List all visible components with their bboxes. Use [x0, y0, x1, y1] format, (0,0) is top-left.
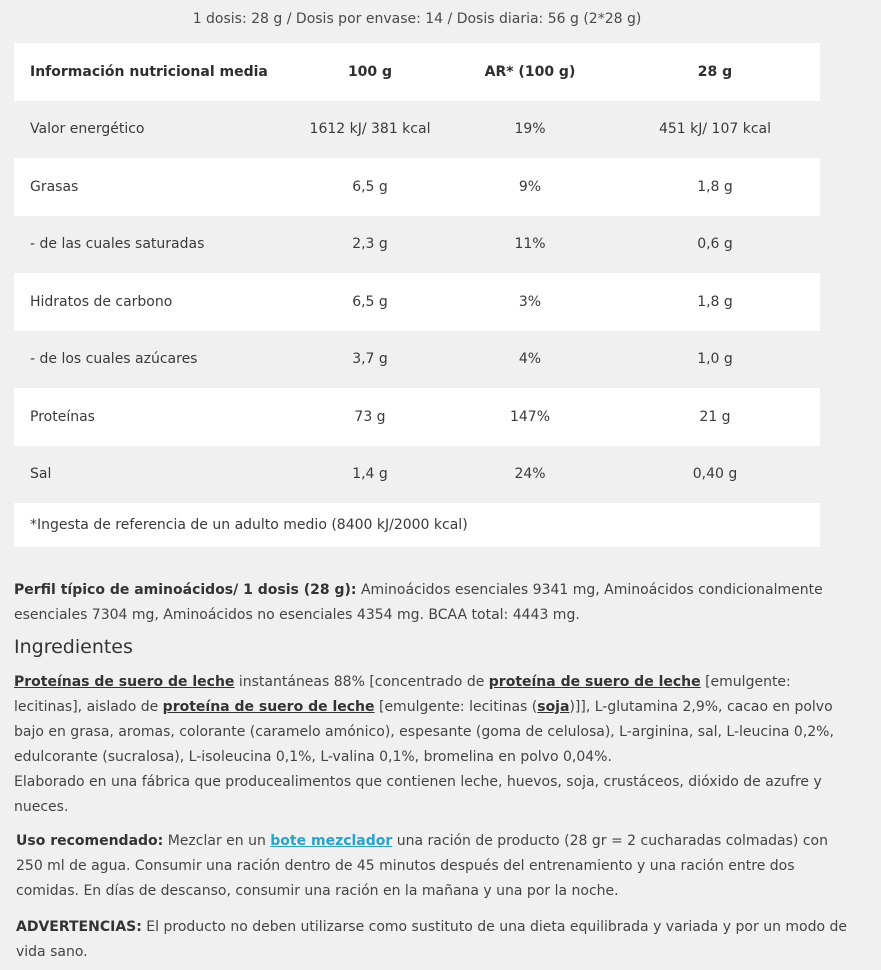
amino-acid-profile [14, 578, 854, 628]
nutrient-name: Grasas [14, 158, 290, 216]
table-row [14, 101, 820, 159]
value-ar: 9% [450, 158, 610, 216]
ingredients-part: )]], L-glutamina 2,9%, cacao en polvo bajo en grasa, aromas, colorante (caramelo amónico), espesante (goma de celulosa), L-arginina, sal, L-leucina 0,2%, edulcorante (sucralosa), L-isoleucina 0,1%, L-valina 0,1%, bromelina en polvo 0,04%. [14, 699, 834, 765]
value-28g: 1,8 g [610, 273, 820, 331]
reference-intake-footnote: *Ingesta de referencia de un adulto medio (8400 kJ/2000 kcal) [14, 503, 820, 547]
nutrient-name: Valor energético [14, 101, 290, 159]
value-ar: 19% [450, 101, 610, 159]
shaker-bottle-link[interactable]: bote mezclador [270, 833, 393, 849]
header-per-100g: 100 g [290, 43, 450, 101]
value-100g: 73 g [290, 388, 450, 446]
nutrient-name: Hidratos de carbono [14, 273, 290, 331]
recommended-usage [16, 829, 856, 904]
usage-label: Uso recomendado: [16, 833, 164, 849]
warnings [16, 915, 856, 965]
header-reference-intake: AR* (100 g) [450, 43, 610, 101]
allergen-soy: soja [537, 699, 570, 715]
allergen-whey-protein: proteína de suero de leche [162, 699, 375, 715]
usage-text: una ración de producto (28 gr = 2 cucharadas colmadas) con 250 ml de agua. Consumir una ración dentro de 45 minutos después del entrenamiento y una ración entre dos comidas. En días de descanso, consumir una ración en la mañana y una por la noche. [16, 833, 828, 899]
usage-text: Mezclar en un [163, 833, 271, 849]
value-100g: 3,7 g [290, 331, 450, 389]
amino-label: Perfil típico de aminoácidos/ 1 dosis (28 g): [14, 582, 357, 598]
ingredients-text [14, 670, 854, 820]
ingredients-list [14, 670, 854, 770]
value-28g: 451 kJ/ 107 kcal [610, 101, 820, 159]
ingredients-part: [emulgente: lecitinas], aislado de [14, 674, 791, 715]
nutrient-name: - de las cuales saturadas [14, 216, 290, 274]
table-row [14, 331, 820, 389]
table-row [14, 273, 820, 331]
value-ar: 24% [450, 446, 610, 504]
nutrient-name: Proteínas [14, 388, 290, 446]
ingredients-heading: Ingredientes [14, 636, 133, 658]
table-row [14, 216, 820, 274]
header-nutrition-info: Información nutricional media [14, 43, 290, 101]
value-28g: 0,6 g [610, 216, 820, 274]
value-100g: 6,5 g [290, 158, 450, 216]
value-ar: 147% [450, 388, 610, 446]
value-28g: 21 g [610, 388, 820, 446]
table-row [14, 388, 820, 446]
table-row [14, 158, 820, 216]
table-footnote-row [14, 503, 820, 547]
table-row [14, 446, 820, 504]
table-header-row [14, 43, 820, 101]
value-100g: 6,5 g [290, 273, 450, 331]
value-ar: 11% [450, 216, 610, 274]
value-100g: 1,4 g [290, 446, 450, 504]
nutrient-name: - de los cuales azúcares [14, 331, 290, 389]
warning-text: El producto no deben utilizarse como sustituto de una dieta equilibrada y variada y por un modo de vida sano. [16, 919, 847, 960]
value-ar: 4% [450, 331, 610, 389]
value-100g: 1612 kJ/ 381 kcal [290, 101, 450, 159]
value-ar: 3% [450, 273, 610, 331]
nutrition-table [14, 43, 820, 547]
value-28g: 1,8 g [610, 158, 820, 216]
value-28g: 0,40 g [610, 446, 820, 504]
allergen-whey-protein: proteína de suero de leche [488, 674, 701, 690]
nutrient-name: Sal [14, 446, 290, 504]
header-per-28g: 28 g [610, 43, 820, 101]
value-28g: 1,0 g [610, 331, 820, 389]
ingredients-part: instantáneas 88% [concentrado de [234, 674, 489, 690]
dose-info: 1 dosis: 28 g / Dosis por envase: 14 / Dosis diaria: 56 g (2*28 g) [192, 11, 642, 27]
amino-text: Aminoácidos esenciales 9341 mg, Aminoácidos condicionalmente esenciales 7304 mg, Aminoácidos no esenciales 4354 mg. BCAA total: 4443 mg. [14, 582, 823, 623]
warning-label: ADVERTENCIAS: [16, 919, 142, 935]
factory-allergen-notice: Elaborado en una fábrica que producealimentos que contienen leche, huevos, soja, crustáceos, dióxido de azufre y nueces. [14, 774, 822, 815]
value-100g: 2,3 g [290, 216, 450, 274]
allergen-whey-protein: Proteínas de suero de leche [14, 674, 235, 690]
ingredients-part: [emulgente: lecitinas ( [374, 699, 538, 715]
